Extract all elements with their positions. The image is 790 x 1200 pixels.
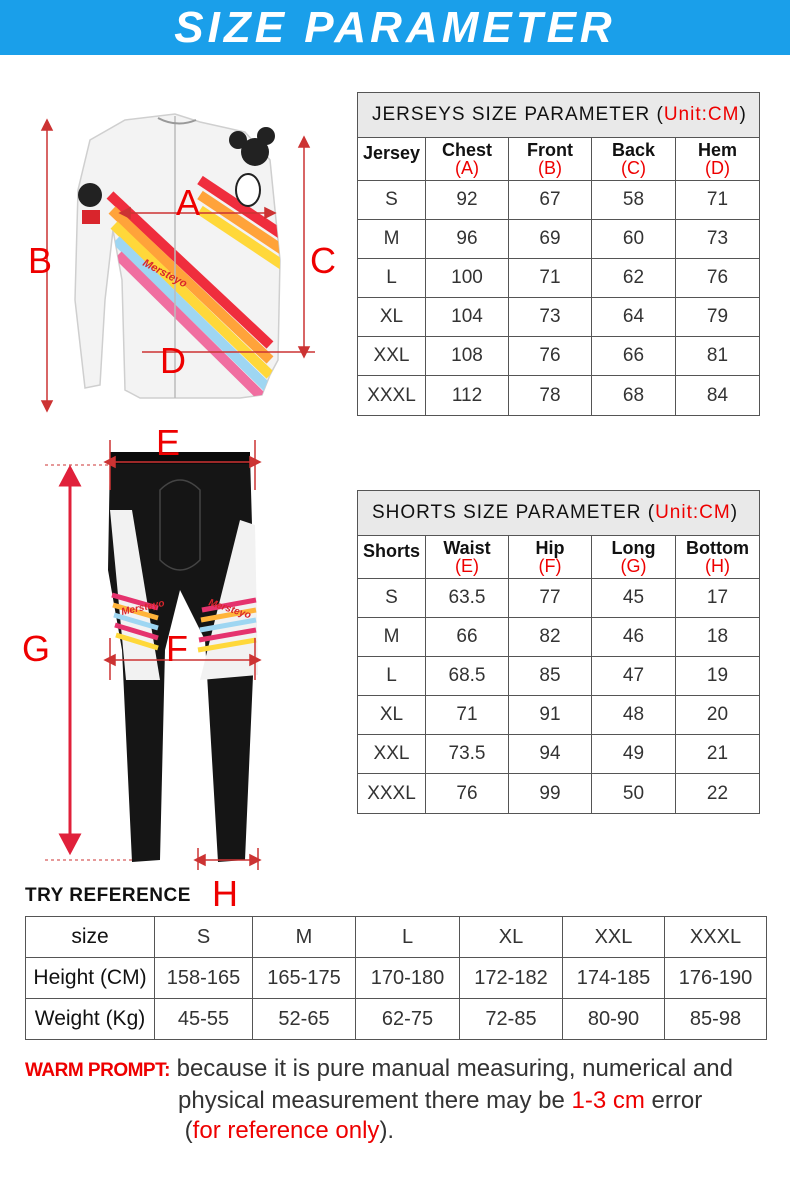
table-row	[358, 696, 760, 735]
value-cell: 80-90	[563, 999, 665, 1040]
table-row	[358, 774, 760, 814]
value-cell: 72-85	[460, 999, 563, 1040]
value-cell: 73	[676, 220, 760, 259]
shorts-unit-close: )	[730, 502, 739, 523]
size-cell: S	[358, 579, 426, 618]
shorts-col-header	[676, 536, 760, 579]
value-cell: 52-65	[253, 999, 356, 1040]
pants-illustration	[40, 430, 270, 870]
value-cell: 48	[592, 696, 676, 735]
value-cell: 66	[592, 337, 676, 376]
value-cell: 112	[426, 376, 509, 416]
jerseys-col-header	[592, 138, 676, 181]
table-row	[358, 337, 760, 376]
table-row	[358, 259, 760, 298]
row-label: Height (CM)	[26, 958, 155, 999]
warm-prompt-line2	[25, 1086, 785, 1116]
value-cell: S	[155, 917, 253, 958]
shorts-col-name: Long	[611, 538, 656, 558]
warm-prompt-error-range: 1-3 cm	[571, 1087, 645, 1114]
value-cell: XL	[460, 917, 563, 958]
size-cell: M	[358, 618, 426, 657]
jerseys-col-code: (A)	[455, 158, 479, 178]
size-cell: S	[358, 181, 426, 220]
value-cell: 71	[426, 696, 509, 735]
value-cell: 73.5	[426, 735, 509, 774]
label-g: G	[22, 628, 51, 669]
shorts-col-header	[592, 536, 676, 579]
value-cell: 79	[676, 298, 760, 337]
value-cell: 76	[509, 337, 592, 376]
value-cell: 76	[676, 259, 760, 298]
jerseys-col-name: Front	[527, 140, 573, 160]
table-row	[358, 579, 760, 618]
table-row	[358, 298, 760, 337]
shorts-table-title	[358, 491, 760, 536]
value-cell: 69	[509, 220, 592, 259]
value-cell: 66	[426, 618, 509, 657]
jerseys-col-header	[676, 138, 760, 181]
row-label: size	[26, 917, 155, 958]
value-cell: 64	[592, 298, 676, 337]
try-reference-title: TRY REFERENCE	[25, 885, 191, 906]
warm-prompt-line1: because it is pure manual measuring, numerical and	[176, 1055, 733, 1082]
value-cell: 62-75	[356, 999, 460, 1040]
table-row	[358, 220, 760, 259]
value-cell: 176-190	[665, 958, 767, 999]
value-cell: 85-98	[665, 999, 767, 1040]
shorts-col-code: (F)	[538, 556, 562, 576]
warm-prompt-line3-open: (	[184, 1117, 193, 1144]
value-cell: 73	[509, 298, 592, 337]
value-cell: 81	[676, 337, 760, 376]
size-cell: XXL	[358, 735, 426, 774]
value-cell: 60	[592, 220, 676, 259]
jerseys-size-table	[357, 92, 760, 416]
value-cell: 62	[592, 259, 676, 298]
value-cell: 85	[509, 657, 592, 696]
jersey-logo-text: Mersteyo	[140, 257, 189, 291]
value-cell: 100	[426, 259, 509, 298]
table-row	[26, 999, 767, 1040]
value-cell: 96	[426, 220, 509, 259]
shorts-col-header	[358, 536, 426, 579]
jerseys-unit: Unit:CM	[663, 104, 740, 125]
value-cell: 77	[509, 579, 592, 618]
value-cell: M	[253, 917, 356, 958]
warm-prompt-reference-note: for reference only	[192, 1117, 380, 1144]
label-d: D	[160, 340, 186, 381]
pants-logo-right: Mersteyo	[207, 597, 253, 622]
table-row	[358, 735, 760, 774]
jerseys-col-code: (B)	[538, 158, 562, 178]
table-row	[26, 958, 767, 999]
value-cell: 50	[592, 774, 676, 814]
value-cell: 47	[592, 657, 676, 696]
size-cell: M	[358, 220, 426, 259]
shorts-col-name: Hip	[535, 538, 565, 558]
shorts-title-text: SHORTS SIZE PARAMETER	[372, 502, 642, 523]
size-cell: XXL	[358, 337, 426, 376]
value-cell: 68.5	[426, 657, 509, 696]
jerseys-col-code: (D)	[705, 158, 730, 178]
value-cell: 22	[676, 774, 760, 814]
value-cell: 104	[426, 298, 509, 337]
page-title: SIZE PARAMETER	[174, 3, 616, 52]
value-cell: 21	[676, 735, 760, 774]
jerseys-title-text: JERSEYS SIZE PARAMETER	[372, 104, 651, 125]
warm-prompt	[25, 1054, 785, 1146]
value-cell: 108	[426, 337, 509, 376]
jerseys-table-title	[358, 93, 760, 138]
value-cell: 76	[426, 774, 509, 814]
warm-prompt-line3	[25, 1116, 785, 1146]
jerseys-col-header	[509, 138, 592, 181]
label-b: B	[28, 240, 53, 281]
value-cell: 92	[426, 181, 509, 220]
size-cell: XXXL	[358, 376, 426, 416]
label-h: H	[212, 873, 238, 914]
value-cell: 20	[676, 696, 760, 735]
shorts-col-header	[509, 536, 592, 579]
value-cell: 99	[509, 774, 592, 814]
value-cell: 94	[509, 735, 592, 774]
size-cell: L	[358, 657, 426, 696]
table-row	[358, 376, 760, 416]
shorts-col-header	[426, 536, 509, 579]
value-cell: 17	[676, 579, 760, 618]
value-cell: 78	[509, 376, 592, 416]
value-cell: XXL	[563, 917, 665, 958]
value-cell: 170-180	[356, 958, 460, 999]
value-cell: 82	[509, 618, 592, 657]
size-cell: L	[358, 259, 426, 298]
value-cell: 165-175	[253, 958, 356, 999]
jerseys-col-code: (C)	[621, 158, 646, 178]
shorts-col-name: Waist	[443, 538, 491, 558]
warm-prompt-line2-a: physical measurement there may be	[178, 1087, 572, 1114]
value-cell: 45-55	[155, 999, 253, 1040]
jerseys-col-name: Back	[611, 140, 656, 160]
try-reference-table	[25, 916, 767, 1040]
jerseys-col-header	[358, 138, 426, 181]
value-cell: 67	[509, 181, 592, 220]
value-cell: 49	[592, 735, 676, 774]
jerseys-col-header	[426, 138, 509, 181]
jerseys-unit-open: (	[656, 104, 664, 125]
value-cell: 46	[592, 618, 676, 657]
table-row	[358, 657, 760, 696]
shorts-col-name: Bottom	[686, 538, 749, 558]
value-cell: 158-165	[155, 958, 253, 999]
value-cell: 84	[676, 376, 760, 416]
value-cell: 91	[509, 696, 592, 735]
label-c: C	[310, 240, 336, 281]
value-cell: 68	[592, 376, 676, 416]
table-row	[26, 917, 767, 958]
size-cell: XL	[358, 298, 426, 337]
jerseys-header-row	[358, 138, 760, 181]
size-cell: XL	[358, 696, 426, 735]
shorts-col-code: (H)	[705, 556, 730, 576]
shorts-col-code: (G)	[620, 556, 647, 576]
warm-prompt-line3-close: ).	[379, 1117, 395, 1144]
row-label: Weight (Kg)	[26, 999, 155, 1040]
value-cell: 174-185	[563, 958, 665, 999]
table-row	[358, 181, 760, 220]
label-f: F	[166, 628, 188, 669]
value-cell: 71	[509, 259, 592, 298]
jerseys-col-name: Chest	[441, 140, 492, 160]
shorts-header-row	[358, 536, 760, 579]
jersey-illustration	[30, 100, 350, 420]
value-cell: L	[356, 917, 460, 958]
value-cell: XXXL	[665, 917, 767, 958]
table-row	[358, 618, 760, 657]
value-cell: 45	[592, 579, 676, 618]
size-cell: XXXL	[358, 774, 426, 814]
shorts-size-table	[357, 490, 760, 814]
warm-prompt-line2-b: error	[644, 1087, 703, 1114]
jerseys-col-name: Jersey	[362, 143, 421, 163]
value-cell: 18	[676, 618, 760, 657]
shorts-col-name: Shorts	[362, 541, 420, 561]
jerseys-unit-close: )	[739, 104, 747, 125]
shorts-unit-open: (	[647, 502, 656, 523]
pants-logo-left: Mersteyo	[120, 598, 166, 618]
value-cell: 71	[676, 181, 760, 220]
value-cell: 19	[676, 657, 760, 696]
label-a: A	[176, 182, 201, 223]
shorts-unit: Unit:CM	[655, 502, 731, 523]
value-cell: 58	[592, 181, 676, 220]
value-cell: 172-182	[460, 958, 563, 999]
value-cell: 63.5	[426, 579, 509, 618]
warm-prompt-label: WARM PROMPT:	[25, 1060, 170, 1081]
jerseys-col-name: Hem	[697, 140, 737, 160]
label-e: E	[156, 422, 181, 463]
shorts-col-code: (E)	[455, 556, 479, 576]
